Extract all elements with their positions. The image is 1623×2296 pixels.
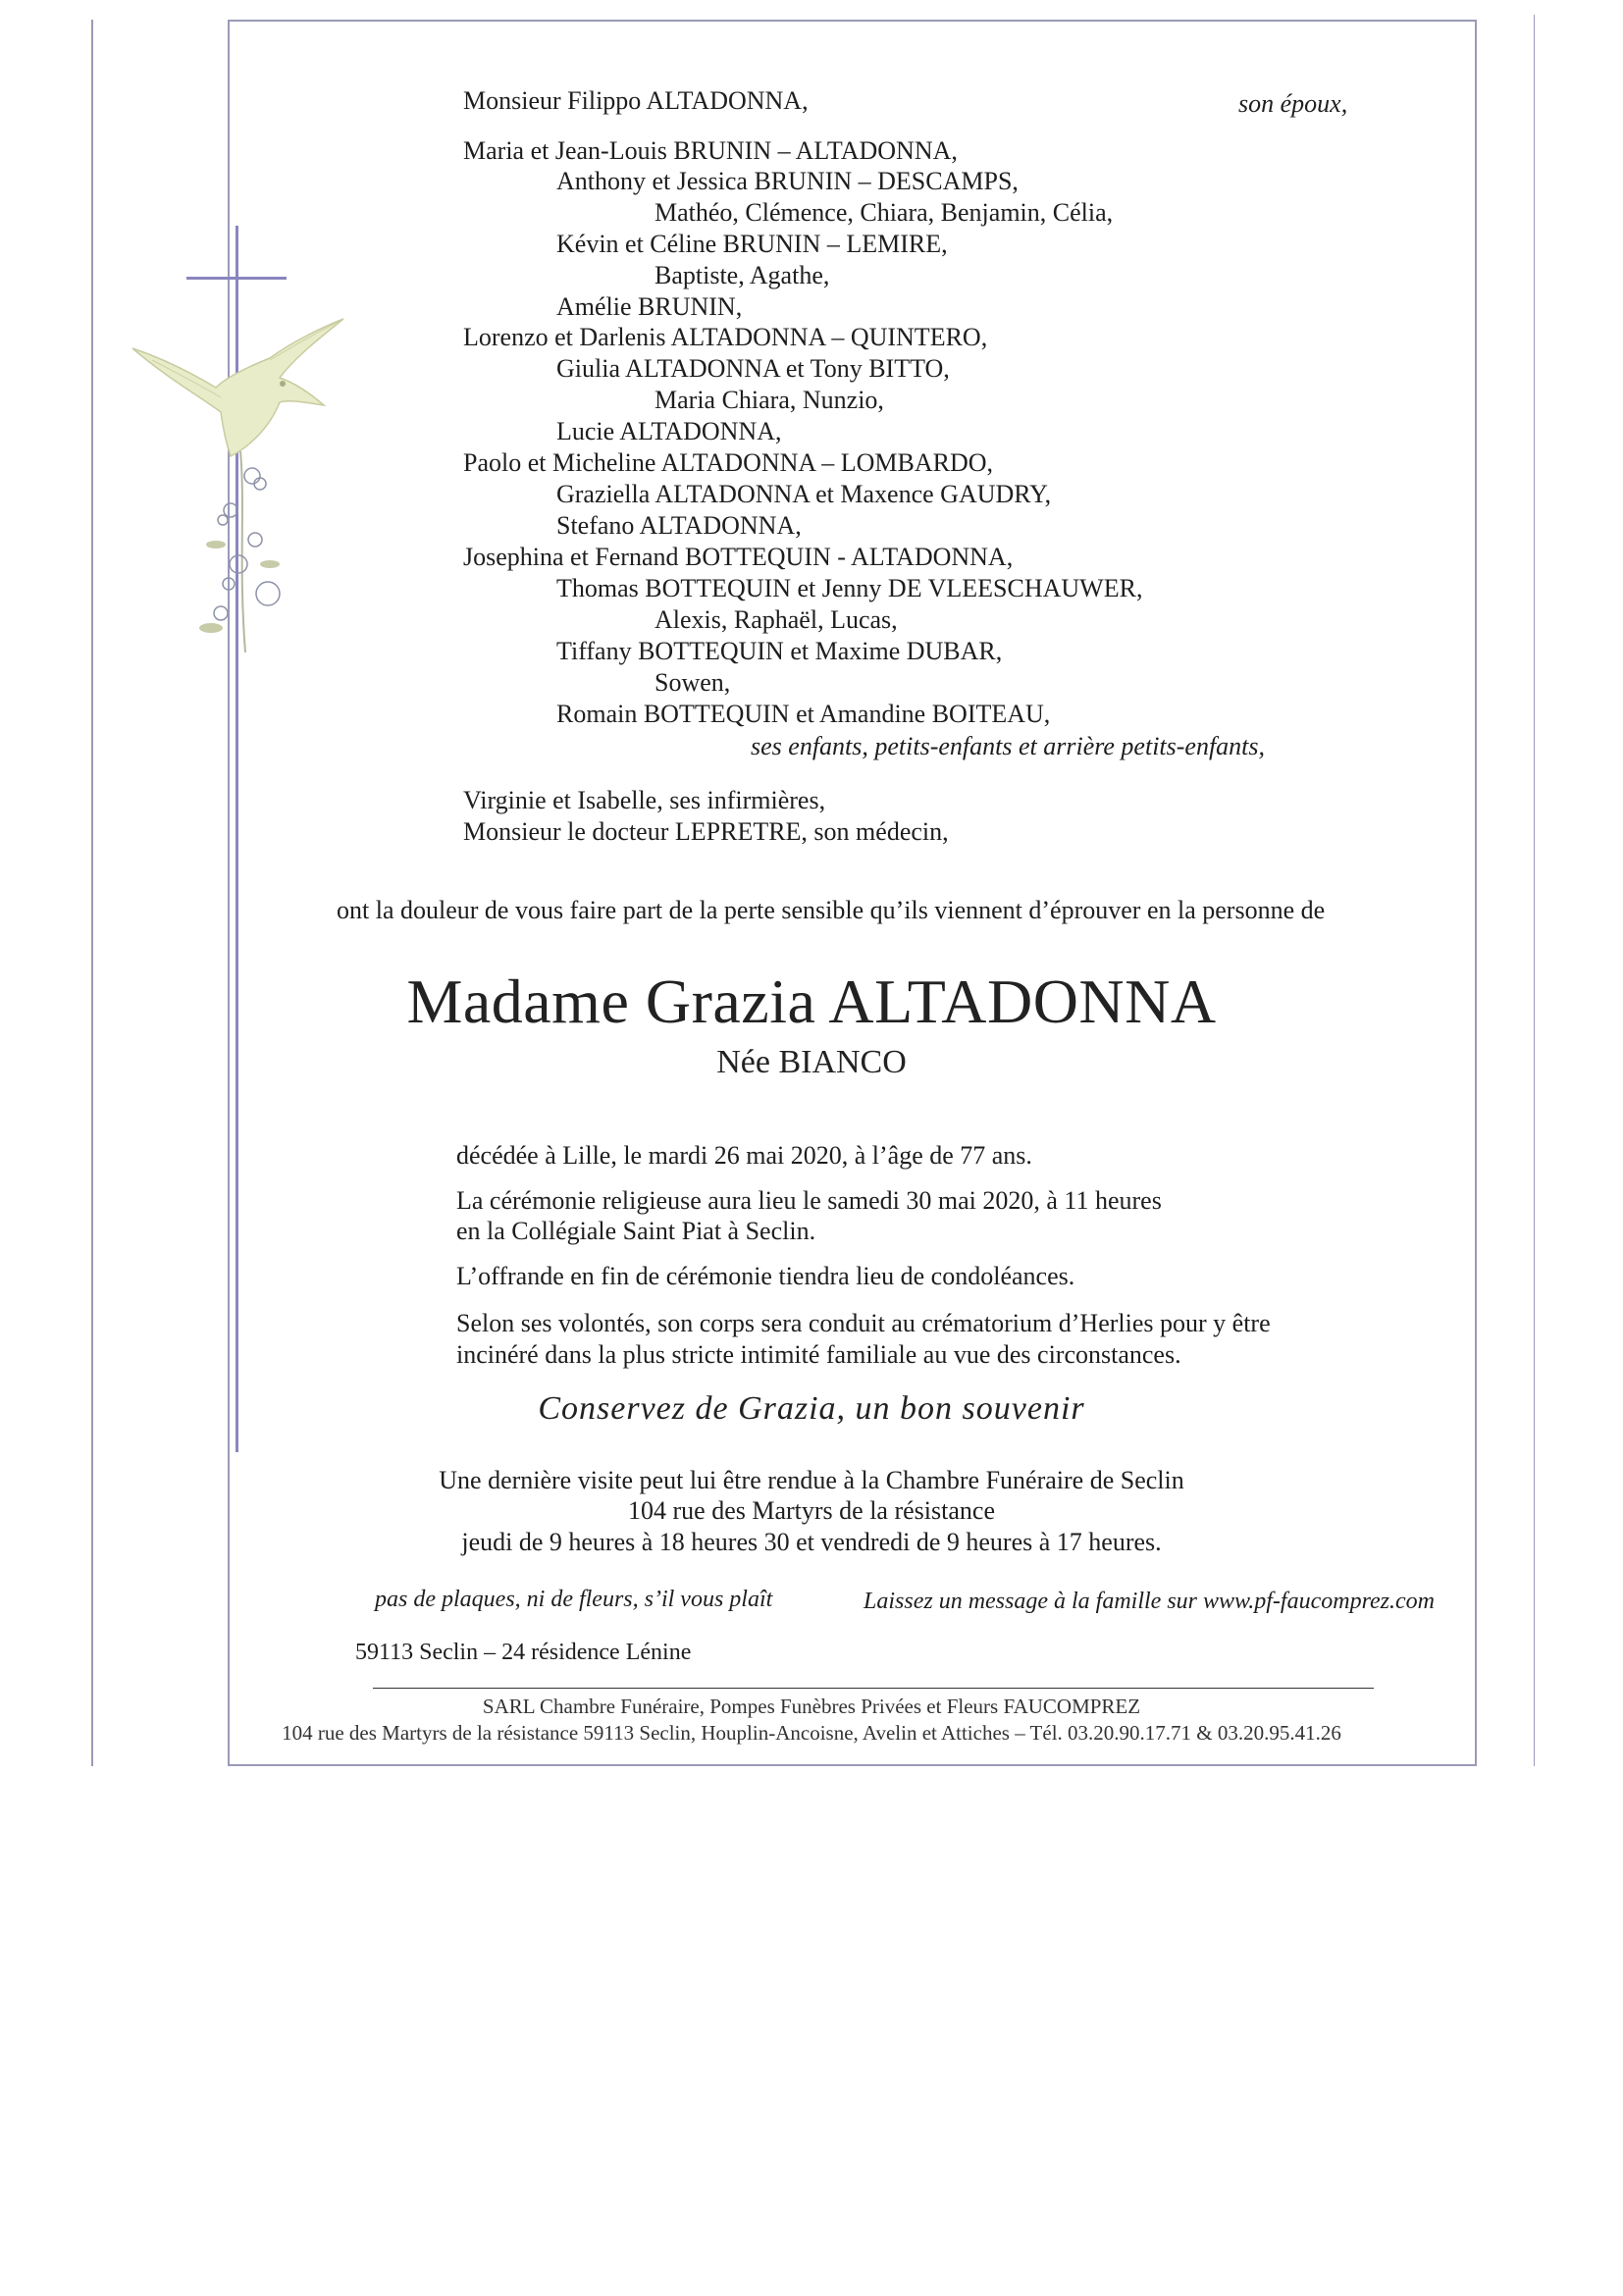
family-member: Romain BOTTEQUIN et Amandine BOITEAU, — [556, 700, 1051, 728]
family-member: Graziella ALTADONNA et Maxence GAUDRY, — [556, 480, 1052, 508]
family-member: Lorenzo et Darlenis ALTADONNA – QUINTERO, — [463, 323, 988, 351]
detail-offering: L’offrande en fin de cérémonie tiendra lieu de condoléances. — [456, 1262, 1075, 1290]
family-member: Lucie ALTADONNA, — [556, 417, 782, 445]
family-member: Baptiste, Agathe, — [654, 261, 830, 289]
visit-line: Une dernière visite peut lui être rendue à la Chambre Funéraire de Seclin — [439, 1466, 1184, 1494]
family-member: Giulia ALTADONNA et Tony BITTO, — [556, 354, 950, 383]
footer-divider — [373, 1688, 1374, 1689]
family-member: Mathéo, Clémence, Chiara, Benjamin, Célia, — [654, 198, 1114, 227]
announcement: ont la douleur de vous faire part de la perte sensible qu’ils viennent d’éprouver en la personne de — [337, 896, 1326, 924]
visit-hours: jeudi de 9 heures à 18 heures 30 et vendredi de 9 heures à 17 heures. — [461, 1528, 1162, 1556]
family-member: Kévin et Céline BRUNIN – LEMIRE, — [556, 230, 948, 258]
family-member: Tiffany BOTTEQUIN et Maxime DUBAR, — [556, 637, 1003, 665]
address: 59113 Seclin – 24 résidence Lénine — [355, 1640, 692, 1665]
visit-address: 104 rue des Martyrs de la résistance — [628, 1496, 995, 1525]
family-member: Sowen, — [654, 668, 731, 697]
detail-ceremony: La cérémonie religieuse aura lieu le samedi 30 mai 2020, à 11 heures — [456, 1186, 1162, 1215]
detail-cremation: Selon ses volontés, son corps sera conduit au crématorium d’Herlies pour y être — [456, 1309, 1271, 1337]
family-member: Amélie BRUNIN, — [556, 292, 743, 321]
birth-name: Née BIANCO — [716, 1044, 907, 1080]
detail-death: décédée à Lille, le mardi 26 mai 2020, à l’âge de 77 ans. — [456, 1141, 1032, 1170]
detail-cremation-2: incinéré dans la plus stricte intimité familiale au vue des circonstances. — [456, 1340, 1181, 1369]
family-member: Stefano ALTADONNA, — [556, 511, 802, 540]
note-message: Laissez un message à la famille sur www.pf-faucomprez.com — [864, 1589, 1435, 1614]
family-member: Anthony et Jessica BRUNIN – DESCAMPS, — [556, 167, 1019, 195]
family-member: Paolo et Micheline ALTADONNA – LOMBARDO, — [463, 448, 994, 477]
note-no-flowers: pas de plaques, ni de fleurs, s’il vous plaît — [375, 1587, 773, 1612]
family-member: Thomas BOTTEQUIN et Jenny DE VLEESCHAUWER, — [556, 574, 1143, 602]
nurses: Virginie et Isabelle, ses infirmières, — [463, 786, 826, 814]
flower-icon — [191, 446, 299, 657]
doctor: Monsieur le docteur LEPRETRE, son médecin, — [463, 817, 949, 846]
footer-company: SARL Chambre Funéraire, Pompes Funèbres Privées et Fleurs FAUCOMPREZ — [482, 1695, 1141, 1718]
family-member: Josephina et Fernand BOTTEQUIN - ALTADONNA, — [463, 543, 1014, 571]
deceased-name: Madame Grazia ALTADONNA — [406, 966, 1217, 1036]
husband: Monsieur Filippo ALTADONNA, — [463, 86, 809, 115]
husband-role: son époux, — [1238, 89, 1348, 118]
family-member: Maria Chiara, Nunzio, — [654, 386, 884, 414]
frame-bottom — [228, 1764, 1477, 1766]
detail-ceremony-place: en la Collégiale Saint Piat à Seclin. — [456, 1217, 816, 1245]
script-line: Conservez de Grazia, un bon souvenir — [538, 1390, 1085, 1427]
children-role: ses enfants, petits-enfants et arrière petits-enfants, — [751, 732, 1266, 760]
family-member: Maria et Jean-Louis BRUNIN – ALTADONNA, — [463, 136, 958, 165]
frame-top — [228, 20, 1477, 22]
footer-contact: 104 rue des Martyrs de la résistance 59113 Seclin, Houplin-Ancoisne, Avelin et Attiches – Tél. 03.20.90.17.71 & 03.20.95.41.26 — [282, 1721, 1341, 1745]
family-member: Alexis, Raphaël, Lucas, — [654, 605, 898, 634]
cross-icon-bar — [186, 277, 287, 280]
